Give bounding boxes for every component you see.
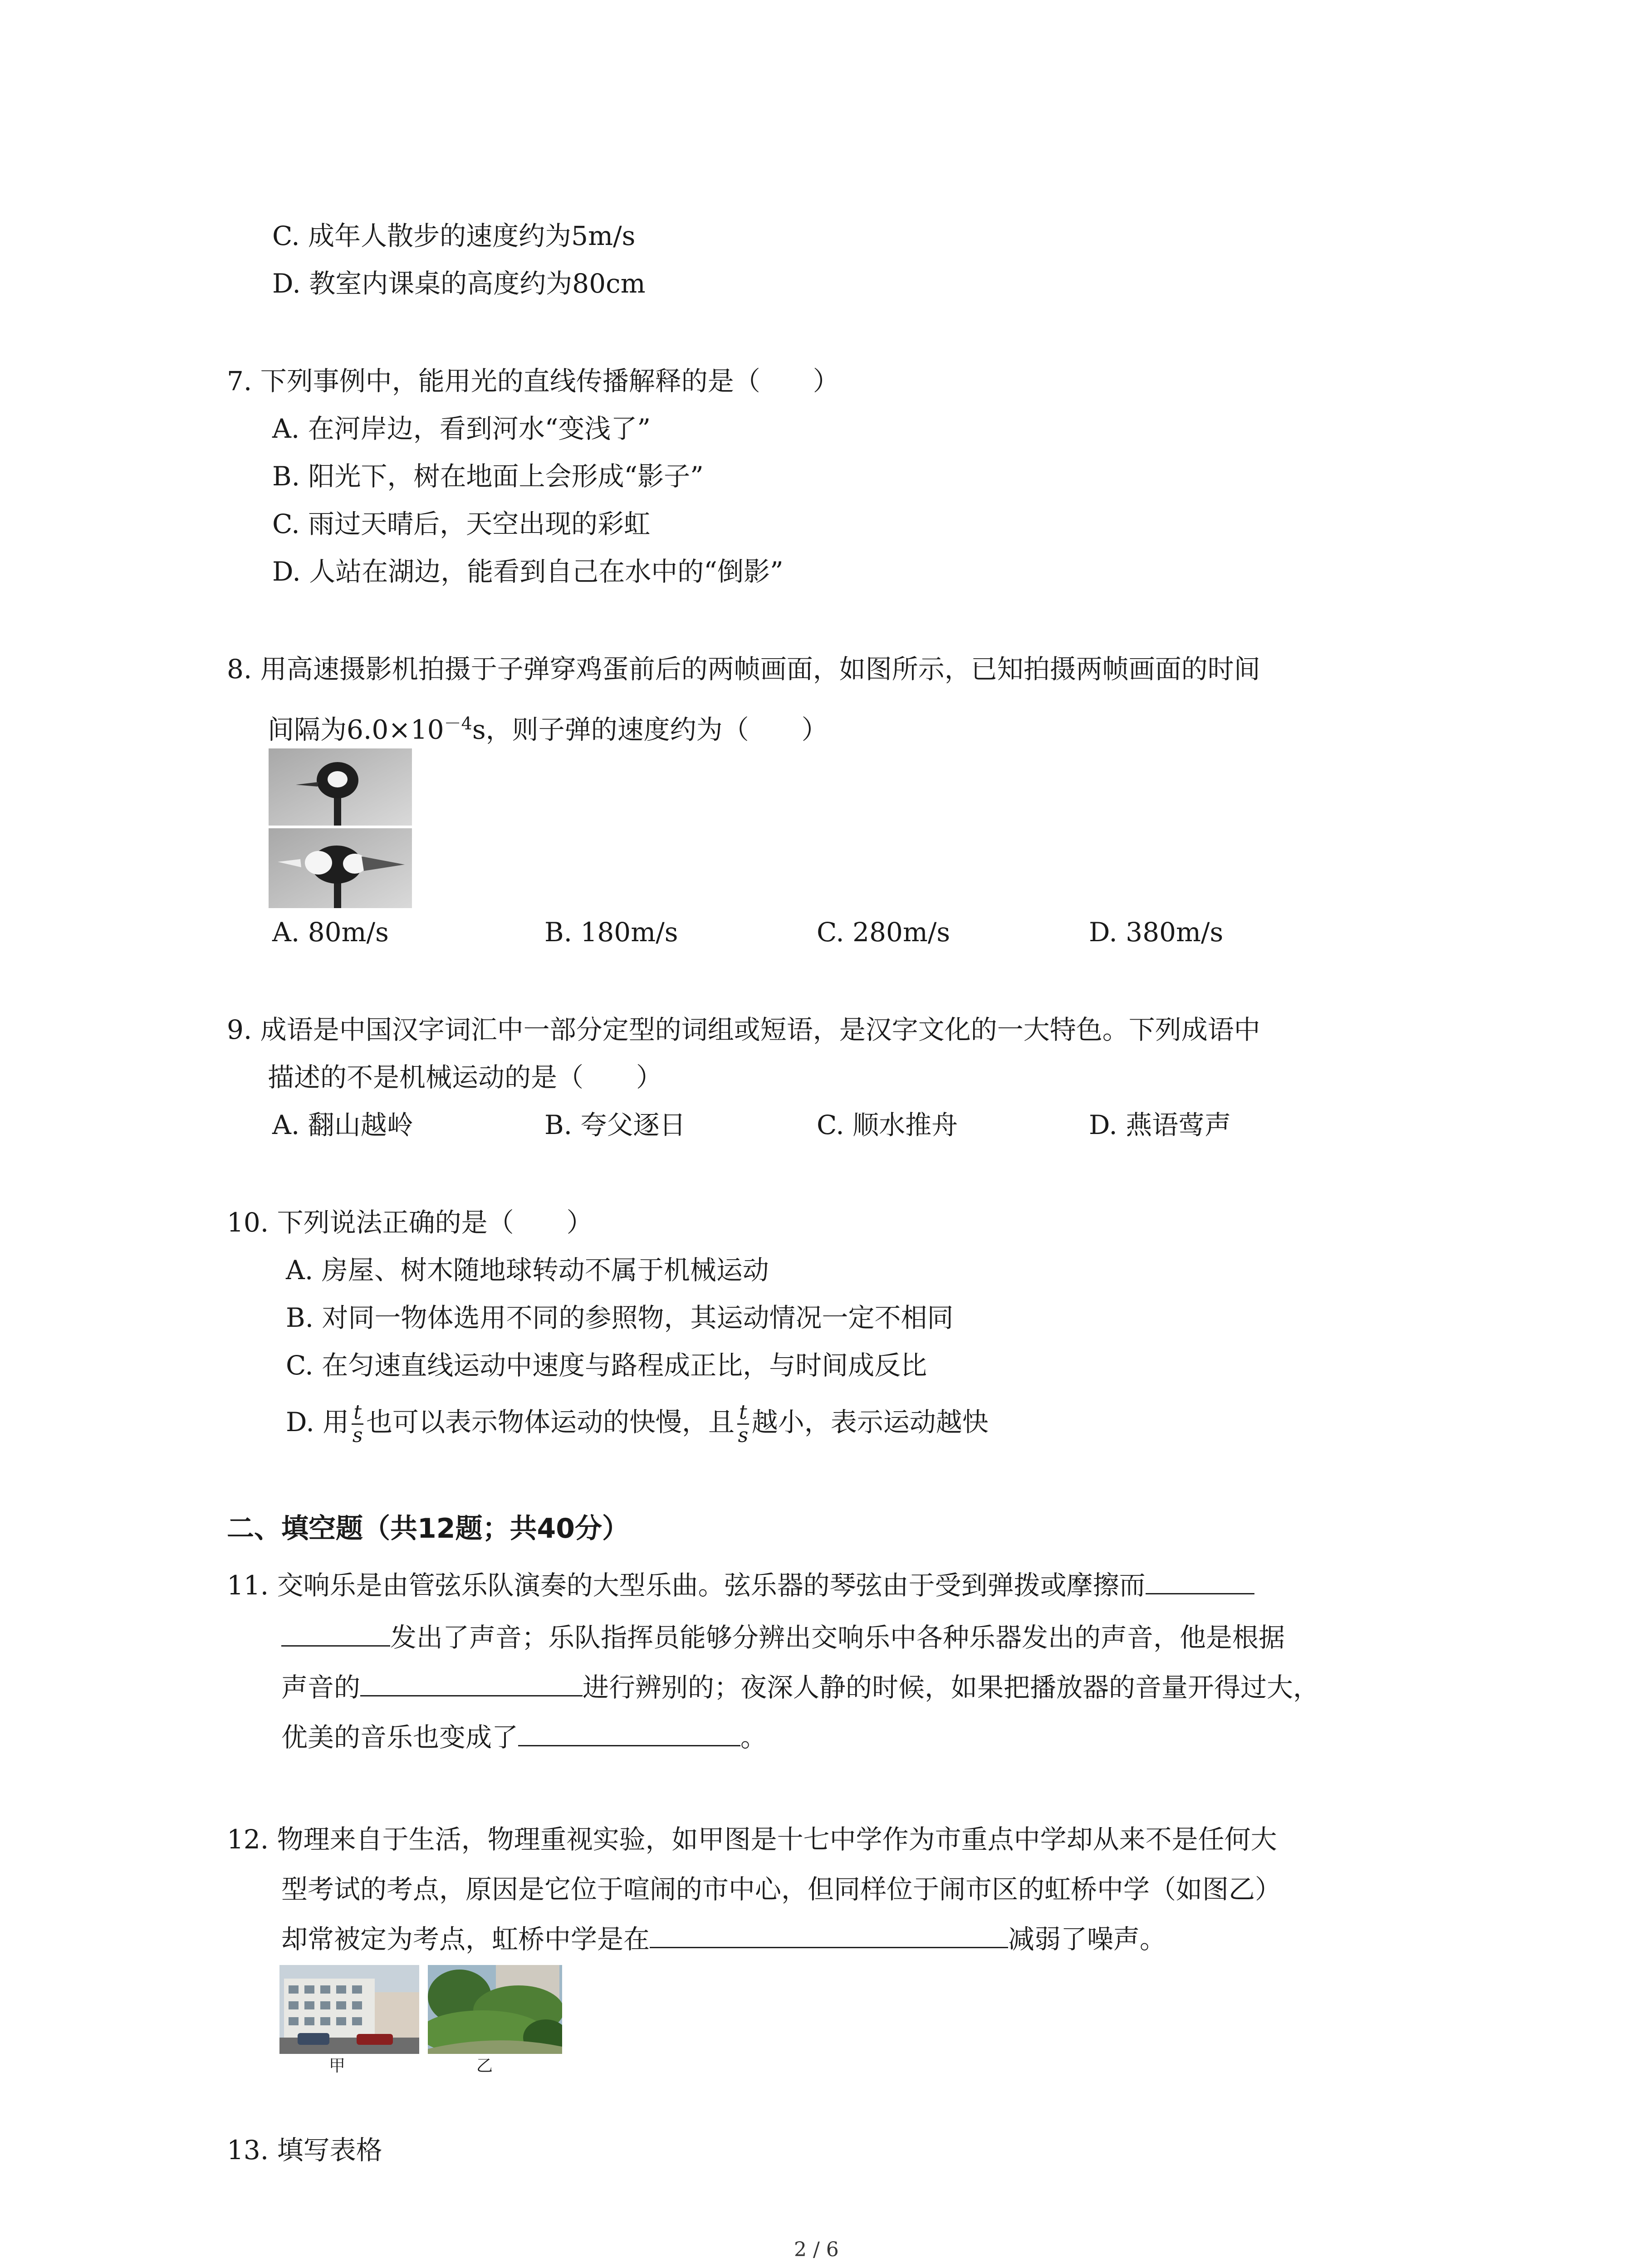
q10-option-b: B. 对同一物体选用不同的参照物，其运动情况一定不相同: [286, 1302, 954, 1333]
q10-stem: 10. 下列说法正确的是（ ）: [227, 1207, 593, 1238]
q6-option-d: D. 教室内课桌的高度约为80cm: [272, 268, 646, 299]
q9-stem-line1: 9. 成语是中国汉字词汇中一部分定型的词组或短语，是汉字文化的一大特色。下列成语中: [227, 1014, 1260, 1045]
school-jia-photo: [279, 1965, 419, 2054]
q8-option-b: B. 180m/s: [544, 917, 678, 948]
q11-blank-2[interactable]: [360, 1672, 583, 1696]
q8-exponent: －4: [444, 714, 472, 733]
q8-stem-pre: 间隔为6.0×10: [268, 714, 444, 745]
q10-fraction-2: $\frac{t}{s}$: [738, 1401, 749, 1447]
q11-line4: 优美的音乐也变成了 。: [281, 1722, 767, 1753]
q8-stem-post: s，则子弹的速度约为（ ）: [472, 714, 828, 745]
page-number: 2 / 6: [794, 2238, 839, 2261]
q8-option-a: A. 80m/s: [272, 917, 389, 948]
q11-line3: 声音的 进行辨别的；夜深人静的时候，如果把播放器的音量开得过大，: [281, 1672, 1320, 1703]
school-yi-photo: [428, 1965, 562, 2054]
q7-option-c: C. 雨过天晴后，天空出现的彩虹: [272, 508, 651, 539]
q12-line3: 却常被定为考点，虹桥中学是在 减弱了噪声。: [281, 1924, 1166, 1955]
q10-d-post: 越小，表示运动越快: [751, 1407, 989, 1437]
q10-option-c: C. 在匀速直线运动中速度与路程成正比，与时间成反比: [286, 1350, 927, 1381]
q8-stem-line1: 8. 用高速摄影机拍摄于子弹穿鸡蛋前后的两帧画面，如图所示，已知拍摄两帧画面的时间: [227, 654, 1260, 684]
q9-option-b: B. 夸父逐日: [544, 1110, 686, 1140]
q12-line2: 型考试的考点，原因是它位于喧闹的市中心，但同样位于闹市区的虹桥中学（如图乙）: [281, 1874, 1282, 1905]
q10-option-d: [286, 1397, 989, 1447]
q6-option-c: C. 成年人散步的速度约为5m/s: [272, 220, 636, 251]
section-title: 二、填空题（共12题；共40分）: [227, 1513, 629, 1545]
q11-blank-1b[interactable]: [281, 1622, 390, 1647]
bullet-egg-photo: [269, 748, 412, 908]
q11-blank-1a[interactable]: [1146, 1569, 1254, 1594]
q11-line1: 11. 交响乐是由管弦乐队演奏的大型乐曲。弦乐器的琴弦由于受到弹拨或摩擦而: [227, 1567, 1254, 1603]
q9-option-d: D. 燕语莺声: [1089, 1110, 1231, 1140]
q9-option-a: A. 翻山越岭: [272, 1110, 413, 1140]
q8-option-d: D. 380m/s: [1089, 917, 1224, 948]
q12-line1: 12. 物理来自于生活，物理重视实验，如甲图是十七中学作为市重点中学却从来不是任何大: [227, 1824, 1277, 1855]
q8-option-c: C. 280m/s: [817, 917, 950, 948]
photo-label-jia: 甲: [329, 2057, 346, 2075]
q7-stem: 7. 下列事例中，能用光的直线传播解释的是（ ）: [227, 366, 839, 396]
q12-blank[interactable]: [650, 1923, 1008, 1948]
q10-d-pre: D. 用: [286, 1407, 349, 1437]
photo-label-yi: 乙: [476, 2057, 493, 2075]
q9-option-c: C. 顺水推舟: [817, 1110, 958, 1140]
q10-d-mid: 也可以表示物体运动的快慢，且: [366, 1407, 735, 1437]
q7-option-a: A. 在河岸边，看到河水“变浅了”: [272, 413, 651, 444]
q10-fraction-1: $\frac{t}{s}$: [352, 1401, 363, 1447]
q8-stem-line2: [268, 705, 828, 748]
q11-blank-3[interactable]: [518, 1721, 740, 1746]
q11-line2: 发出了声音；乐队指挥员能够分辨出交响乐中各种乐器发出的声音，他是根据: [281, 1619, 1285, 1656]
q9-stem-line2: 描述的不是机械运动的是（ ）: [268, 1062, 663, 1093]
q7-option-b: B. 阳光下，树在地面上会形成“影子”: [272, 461, 704, 492]
q7-option-d: D. 人站在湖边，能看到自己在水中的“倒影”: [272, 556, 784, 587]
q13-stem: 13. 填写表格: [227, 2135, 382, 2165]
q10-option-a: A. 房屋、树木随地球转动不属于机械运动: [286, 1255, 769, 1286]
